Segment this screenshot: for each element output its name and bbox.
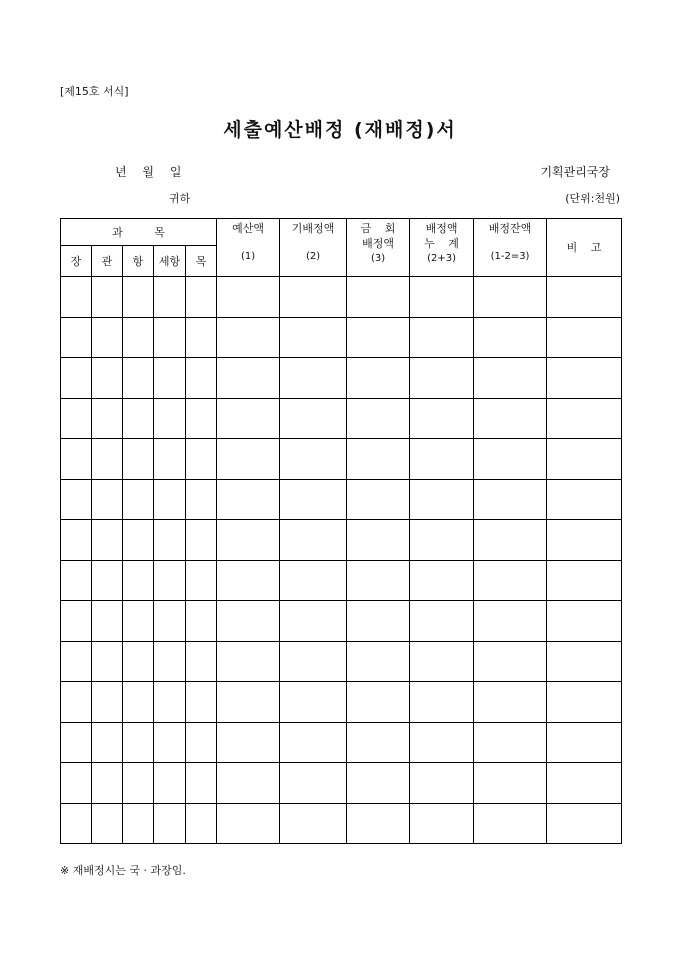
table-cell[interactable] bbox=[410, 439, 474, 480]
form-number: [제15호 서식] bbox=[60, 85, 129, 98]
current-allocation-header bbox=[347, 219, 410, 277]
honorific: 귀하 bbox=[169, 192, 191, 205]
table-cell[interactable] bbox=[217, 398, 280, 439]
cumulative-line1: 배정액 bbox=[425, 222, 458, 235]
table-cell[interactable] bbox=[154, 439, 186, 480]
date-line: 년 월 일 bbox=[115, 165, 182, 179]
table-cell[interactable] bbox=[92, 803, 123, 844]
current-allocation-line2: 배정액 bbox=[362, 237, 394, 250]
table-cell[interactable] bbox=[186, 317, 217, 358]
table-cell[interactable] bbox=[347, 560, 410, 601]
table-cell[interactable] bbox=[547, 803, 622, 844]
table-cell[interactable] bbox=[154, 398, 186, 439]
table-cell[interactable] bbox=[280, 560, 347, 601]
category-header: 목 bbox=[186, 246, 217, 277]
table-cell[interactable] bbox=[410, 641, 474, 682]
table-cell[interactable] bbox=[474, 317, 547, 358]
budget-header bbox=[217, 219, 280, 277]
table-cell[interactable] bbox=[217, 358, 280, 399]
remaining-label: 배정잔액 bbox=[488, 222, 532, 235]
table-cell[interactable] bbox=[280, 398, 347, 439]
table-cell[interactable] bbox=[347, 641, 410, 682]
table-cell[interactable] bbox=[186, 358, 217, 399]
table-cell[interactable] bbox=[61, 560, 92, 601]
addressee: 기획관리국장 bbox=[540, 165, 610, 179]
table-cell[interactable] bbox=[547, 439, 622, 480]
table-cell[interactable] bbox=[61, 277, 92, 318]
table-cell[interactable] bbox=[347, 763, 410, 804]
remaining-header bbox=[474, 219, 547, 277]
table-cell[interactable] bbox=[61, 439, 92, 480]
table-cell[interactable] bbox=[92, 722, 123, 763]
table-cell[interactable] bbox=[154, 317, 186, 358]
budget-number: (1) bbox=[240, 251, 256, 262]
table-cell[interactable] bbox=[280, 358, 347, 399]
table-cell[interactable] bbox=[61, 398, 92, 439]
table-cell[interactable] bbox=[217, 641, 280, 682]
cumulative-line2: 누 계 bbox=[424, 237, 459, 250]
table-row bbox=[61, 520, 622, 561]
table-cell[interactable] bbox=[123, 398, 154, 439]
table-cell[interactable] bbox=[61, 479, 92, 520]
table-cell[interactable] bbox=[186, 682, 217, 723]
table-row bbox=[61, 398, 622, 439]
chapter-header: 장 bbox=[61, 246, 92, 277]
table-cell[interactable] bbox=[217, 803, 280, 844]
table-cell[interactable] bbox=[410, 358, 474, 399]
cumulative-number: (2+3) bbox=[427, 253, 456, 264]
remaining-number: (1-2=3) bbox=[490, 251, 530, 262]
table-cell[interactable] bbox=[123, 641, 154, 682]
table-cell[interactable] bbox=[217, 277, 280, 318]
table-cell[interactable] bbox=[217, 722, 280, 763]
table-row bbox=[61, 560, 622, 601]
table-cell[interactable] bbox=[61, 641, 92, 682]
table-cell[interactable] bbox=[154, 560, 186, 601]
remarks-header: 비 고 bbox=[547, 219, 622, 277]
table-cell[interactable] bbox=[547, 398, 622, 439]
table-row bbox=[61, 317, 622, 358]
table-cell[interactable] bbox=[347, 682, 410, 723]
table-cell[interactable] bbox=[347, 398, 410, 439]
table-cell[interactable] bbox=[92, 439, 123, 480]
table-cell[interactable] bbox=[123, 763, 154, 804]
table-cell[interactable] bbox=[154, 682, 186, 723]
table-cell[interactable] bbox=[61, 803, 92, 844]
table-cell[interactable] bbox=[217, 560, 280, 601]
prior-allocation-header bbox=[280, 219, 347, 277]
table-cell[interactable] bbox=[280, 763, 347, 804]
table-cell[interactable] bbox=[217, 601, 280, 642]
unit-label: (단위:천원) bbox=[565, 192, 620, 205]
table-cell[interactable] bbox=[347, 520, 410, 561]
table-cell[interactable] bbox=[186, 763, 217, 804]
table-row bbox=[61, 641, 622, 682]
table-cell[interactable] bbox=[474, 763, 547, 804]
prior-allocation-label: 기배정액 bbox=[291, 222, 335, 235]
table-cell[interactable] bbox=[347, 277, 410, 318]
document-title: 세출예산배정 (재배정)서 bbox=[223, 119, 457, 141]
table-cell[interactable] bbox=[547, 763, 622, 804]
table-cell[interactable] bbox=[61, 520, 92, 561]
table-cell[interactable] bbox=[547, 560, 622, 601]
table-cell[interactable] bbox=[347, 479, 410, 520]
table-cell[interactable] bbox=[347, 358, 410, 399]
table-cell[interactable] bbox=[123, 317, 154, 358]
table-cell[interactable] bbox=[410, 763, 474, 804]
table-row bbox=[61, 479, 622, 520]
table-cell[interactable] bbox=[217, 317, 280, 358]
table-cell[interactable] bbox=[61, 317, 92, 358]
table-cell[interactable] bbox=[186, 520, 217, 561]
table-cell[interactable] bbox=[123, 479, 154, 520]
table-cell[interactable] bbox=[186, 479, 217, 520]
table-cell[interactable] bbox=[547, 520, 622, 561]
table-row bbox=[61, 277, 622, 318]
table-cell[interactable] bbox=[123, 803, 154, 844]
table-cell[interactable] bbox=[410, 803, 474, 844]
table-row bbox=[61, 601, 622, 642]
table-cell[interactable] bbox=[92, 317, 123, 358]
table-cell[interactable] bbox=[123, 439, 154, 480]
table-cell[interactable] bbox=[154, 641, 186, 682]
table-cell[interactable] bbox=[92, 398, 123, 439]
table-cell[interactable] bbox=[123, 722, 154, 763]
table-cell[interactable] bbox=[61, 601, 92, 642]
table-cell[interactable] bbox=[154, 277, 186, 318]
table-cell[interactable] bbox=[410, 479, 474, 520]
table-cell[interactable] bbox=[547, 601, 622, 642]
table-row bbox=[61, 763, 622, 804]
table-cell[interactable] bbox=[154, 358, 186, 399]
table-cell[interactable] bbox=[410, 520, 474, 561]
table-cell[interactable] bbox=[154, 520, 186, 561]
table-cell[interactable] bbox=[154, 803, 186, 844]
table-cell[interactable] bbox=[547, 317, 622, 358]
sub-item-header: 세항 bbox=[154, 246, 186, 277]
table-cell[interactable] bbox=[123, 520, 154, 561]
table-cell[interactable] bbox=[410, 317, 474, 358]
table-cell[interactable] bbox=[280, 479, 347, 520]
table-cell[interactable] bbox=[186, 601, 217, 642]
table-cell[interactable] bbox=[154, 479, 186, 520]
table-cell[interactable] bbox=[123, 277, 154, 318]
table-row bbox=[61, 682, 622, 723]
current-allocation-line1: 금 회 bbox=[360, 222, 396, 235]
table-cell[interactable] bbox=[217, 682, 280, 723]
table-cell[interactable] bbox=[410, 682, 474, 723]
table-cell[interactable] bbox=[474, 803, 547, 844]
table-cell[interactable] bbox=[474, 641, 547, 682]
table-cell[interactable] bbox=[92, 479, 123, 520]
table-cell[interactable] bbox=[347, 439, 410, 480]
table-cell[interactable] bbox=[123, 682, 154, 723]
table-cell[interactable] bbox=[347, 722, 410, 763]
table-cell[interactable] bbox=[280, 682, 347, 723]
table-cell[interactable] bbox=[474, 277, 547, 318]
table-cell[interactable] bbox=[217, 479, 280, 520]
table-cell[interactable] bbox=[123, 358, 154, 399]
table-cell[interactable] bbox=[547, 722, 622, 763]
table-cell[interactable] bbox=[92, 277, 123, 318]
table-cell[interactable] bbox=[474, 560, 547, 601]
table-cell[interactable] bbox=[474, 358, 547, 399]
table-cell[interactable] bbox=[280, 439, 347, 480]
table-row bbox=[61, 803, 622, 844]
table-cell[interactable] bbox=[154, 722, 186, 763]
table-cell[interactable] bbox=[186, 803, 217, 844]
table-cell[interactable] bbox=[92, 682, 123, 723]
table-cell[interactable] bbox=[474, 722, 547, 763]
table-cell[interactable] bbox=[186, 641, 217, 682]
table-cell[interactable] bbox=[410, 560, 474, 601]
table-cell[interactable] bbox=[217, 763, 280, 804]
table-cell[interactable] bbox=[474, 479, 547, 520]
table-cell[interactable] bbox=[474, 398, 547, 439]
table-row bbox=[61, 439, 622, 480]
table-cell[interactable] bbox=[280, 641, 347, 682]
table-cell[interactable] bbox=[410, 398, 474, 439]
table-cell[interactable] bbox=[280, 277, 347, 318]
table-cell[interactable] bbox=[347, 317, 410, 358]
table-cell[interactable] bbox=[61, 682, 92, 723]
table-cell[interactable] bbox=[280, 722, 347, 763]
table-cell[interactable] bbox=[547, 358, 622, 399]
table-cell[interactable] bbox=[280, 803, 347, 844]
table-row bbox=[61, 358, 622, 399]
table-cell[interactable] bbox=[280, 601, 347, 642]
table-cell[interactable] bbox=[92, 560, 123, 601]
table-cell[interactable] bbox=[217, 439, 280, 480]
budget-label: 예산액 bbox=[232, 222, 264, 235]
table-cell[interactable] bbox=[154, 763, 186, 804]
allocation-table bbox=[60, 218, 622, 844]
table-cell[interactable] bbox=[410, 722, 474, 763]
table-cell[interactable] bbox=[474, 601, 547, 642]
table-cell[interactable] bbox=[347, 601, 410, 642]
table-cell[interactable] bbox=[154, 601, 186, 642]
table-cell[interactable] bbox=[474, 439, 547, 480]
table-cell[interactable] bbox=[186, 277, 217, 318]
table-cell[interactable] bbox=[410, 277, 474, 318]
table-cell[interactable] bbox=[61, 358, 92, 399]
table-cell[interactable] bbox=[217, 520, 280, 561]
table-cell[interactable] bbox=[123, 601, 154, 642]
table-cell[interactable] bbox=[280, 520, 347, 561]
table-cell[interactable] bbox=[92, 763, 123, 804]
table-cell[interactable] bbox=[92, 601, 123, 642]
table-cell[interactable] bbox=[123, 560, 154, 601]
footnote: ※ 재배정시는 국 · 과장임. bbox=[60, 864, 186, 877]
table-cell[interactable] bbox=[474, 520, 547, 561]
table-cell[interactable] bbox=[92, 520, 123, 561]
item-header: 항 bbox=[123, 246, 154, 277]
table-cell[interactable] bbox=[61, 763, 92, 804]
table-cell[interactable] bbox=[547, 277, 622, 318]
current-allocation-number: (3) bbox=[370, 253, 386, 264]
cumulative-header bbox=[410, 219, 474, 277]
table-cell[interactable] bbox=[547, 682, 622, 723]
table-row bbox=[61, 722, 622, 763]
table-cell[interactable] bbox=[474, 682, 547, 723]
table-cell[interactable] bbox=[61, 722, 92, 763]
table-cell[interactable] bbox=[347, 803, 410, 844]
table-cell[interactable] bbox=[92, 358, 123, 399]
table-cell[interactable] bbox=[186, 439, 217, 480]
table-cell[interactable] bbox=[186, 722, 217, 763]
table-cell[interactable] bbox=[547, 479, 622, 520]
table-cell[interactable] bbox=[410, 601, 474, 642]
table-cell[interactable] bbox=[280, 317, 347, 358]
prior-allocation-number: (2) bbox=[305, 251, 321, 262]
table-cell[interactable] bbox=[186, 560, 217, 601]
table-cell[interactable] bbox=[547, 641, 622, 682]
section-header: 관 bbox=[92, 246, 123, 277]
subject-group-header: 과 목 bbox=[61, 219, 217, 246]
table-cell[interactable] bbox=[92, 641, 123, 682]
table-cell[interactable] bbox=[186, 398, 217, 439]
